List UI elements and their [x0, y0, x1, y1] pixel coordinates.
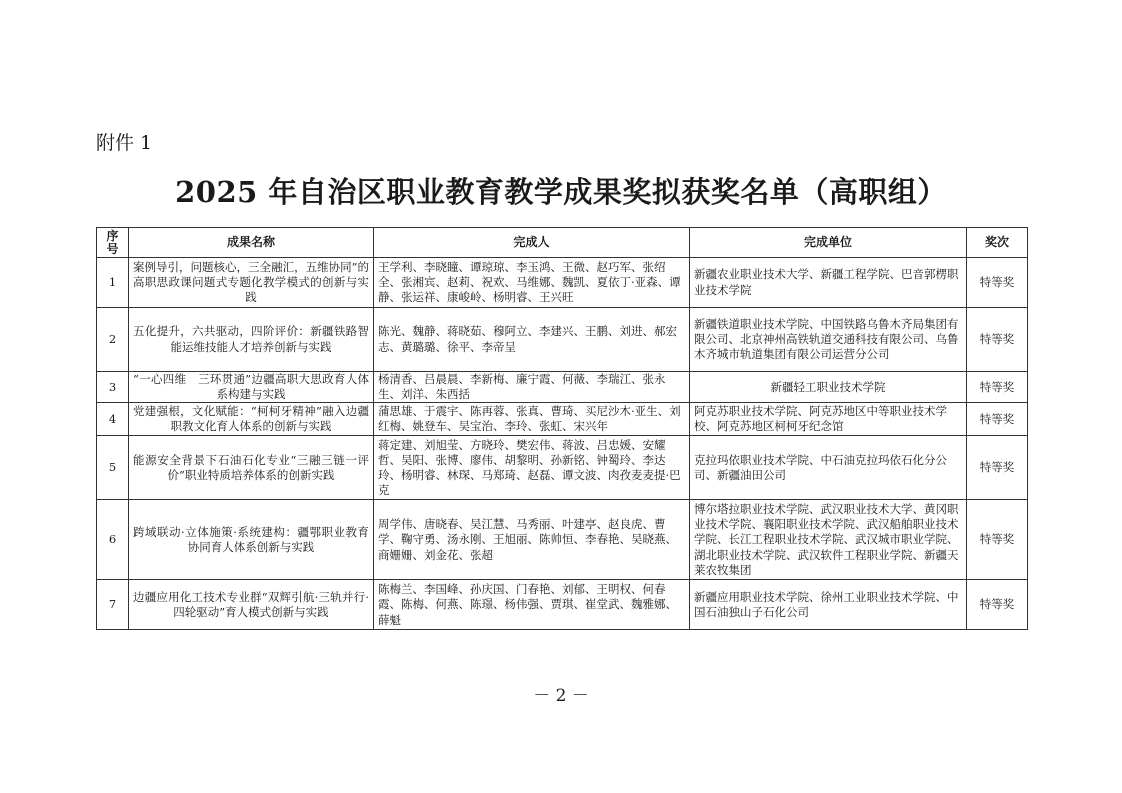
header-achievement-name: 成果名称: [129, 228, 374, 258]
award-level: 特等奖: [967, 258, 1028, 308]
contributor-list: 陈梅兰、李国峰、孙庆国、门春艳、刘郁、王明权、何春霞、陈梅、何燕、陈璟、杨伟强、贾琪、崔堂武、魏雅娜、薛魁: [374, 580, 690, 630]
table-row: [97, 308, 1028, 372]
attachment-label: 附件 1: [96, 132, 153, 154]
page-number: － 2 －: [533, 686, 589, 706]
header-serial-number: 序号: [97, 228, 129, 258]
row-number: 7: [97, 580, 129, 630]
achievement-name: 五化提升，六共驱动，四阶评价：新疆铁路智能运维技能人才培养创新与实践: [129, 308, 374, 372]
table-row: [97, 580, 1028, 630]
row-number: 6: [97, 500, 129, 580]
row-number: 1: [97, 258, 129, 308]
contributor-list: 陈光、魏静、蒋晓茹、穆阿立、李建兴、王鹏、刘进、郝宏志、黄璐璐、徐平、李帝呈: [374, 308, 690, 372]
award-level: 特等奖: [967, 403, 1028, 436]
institution-list: 克拉玛依职业技术学院、中石油克拉玛依石化分公司、新疆油田公司: [690, 436, 967, 500]
table-row: [97, 500, 1028, 580]
achievement-name: “一心四维 三环贯通”边疆高职大思政育人体系构建与实践: [129, 372, 374, 403]
row-number: 4: [97, 403, 129, 436]
table-row: [97, 372, 1028, 403]
institution-list: 新疆铁道职业技术学院、中国铁路乌鲁木齐局集团有限公司、北京神州高铁轨道交通科技有限公司、乌鲁木齐城市轨道集团有限公司运营分公司: [690, 308, 967, 372]
award-level: 特等奖: [967, 580, 1028, 630]
institution-list: 新疆应用职业技术学院、徐州工业职业技术学院、中国石油独山子石化公司: [690, 580, 967, 630]
institution-list: 新疆轻工职业技术学院: [690, 372, 967, 403]
institution-list: 新疆农业职业技术大学、新疆工程学院、巴音郭楞职业技术学院: [690, 258, 967, 308]
contributor-list: 周学伟、唐晓春、吴江慧、马秀丽、叶建亭、赵良虎、曹学、鞠守勇、汤永刚、王旭丽、陈帅恒、李春艳、吴晓燕、商姗姗、刘金花、张超: [374, 500, 690, 580]
contributor-list: 杨清香、吕晨晨、李新梅、廉宁霞、何薇、李瑞江、张永生、刘洋、朱西括: [374, 372, 690, 403]
row-number: 5: [97, 436, 129, 500]
table-row: [97, 258, 1028, 308]
achievement-name: 边疆应用化工技术专业群“双辉引航·三轨并行·四轮驱动”育人模式创新与实践: [129, 580, 374, 630]
achievement-name: 党建强根，文化赋能：“柯柯牙精神”融入边疆职教文化育人体系的创新与实践: [129, 403, 374, 436]
award-level: 特等奖: [967, 372, 1028, 403]
table-header-row: [97, 228, 1028, 258]
award-level: 特等奖: [967, 500, 1028, 580]
institution-list: 博尔塔拉职业技术学院、武汉职业技术大学、黄冈职业技术学院、襄阳职业技术学院、武汉船舶职业技术学院、长江工程职业技术学院、武汉城市职业学院、湖北职业技术学院、武汉软件工程职业学院、新疆天莱农牧集团: [690, 500, 967, 580]
contributor-list: 蒲思雄、于震宇、陈再蓉、张真、曹琦、买尼沙木·亚生、刘红梅、姚登车、吴宝治、李玲、张虹、宋兴年: [374, 403, 690, 436]
contributor-list: 王学利、李晓瞳、谭琼琼、李玉鸿、王微、赵巧军、张绍全、张湘宾、赵莉、祝欢、马维娜、魏凯、夏依丁·亚森、谭静、张运祥、康峻岭、杨明睿、王兴旺: [374, 258, 690, 308]
row-number: 3: [97, 372, 129, 403]
achievement-name: 跨域联动·立体施策·系统建构：疆鄂职业教育协同育人体系创新与实践: [129, 500, 374, 580]
header-institutions: 完成单位: [690, 228, 967, 258]
achievement-name: 案例导引，问题核心，三全融汇，五维协同”的高职思政课问题式专题化教学模式的创新与实践: [129, 258, 374, 308]
achievement-name: 能源安全背景下石油石化专业“三融三链一评价”职业特质培养体系的创新实践: [129, 436, 374, 500]
award-list-table: [96, 227, 1028, 630]
document-title: 2025 年自治区职业教育教学成果奖拟获奖名单（高职组）: [175, 175, 947, 209]
contributor-list: 蒋定建、刘旭莹、方晓玲、樊宏伟、蒋波、吕忠媛、安耀哲、吴阳、张博、廖伟、胡黎明、孙新铭、钟蜀玲、李达玲、杨明睿、林琛、马郑琦、赵磊、谭文波、肉孜麦麦提·巴克: [374, 436, 690, 500]
row-number: 2: [97, 308, 129, 372]
header-award-level: 奖次: [967, 228, 1028, 258]
award-level: 特等奖: [967, 308, 1028, 372]
institution-list: 阿克苏职业技术学院、阿克苏地区中等职业技术学校、阿克苏地区柯柯牙纪念馆: [690, 403, 967, 436]
table-row: [97, 436, 1028, 500]
table-row: [97, 403, 1028, 436]
award-level: 特等奖: [967, 436, 1028, 500]
header-contributors: 完成人: [374, 228, 690, 258]
